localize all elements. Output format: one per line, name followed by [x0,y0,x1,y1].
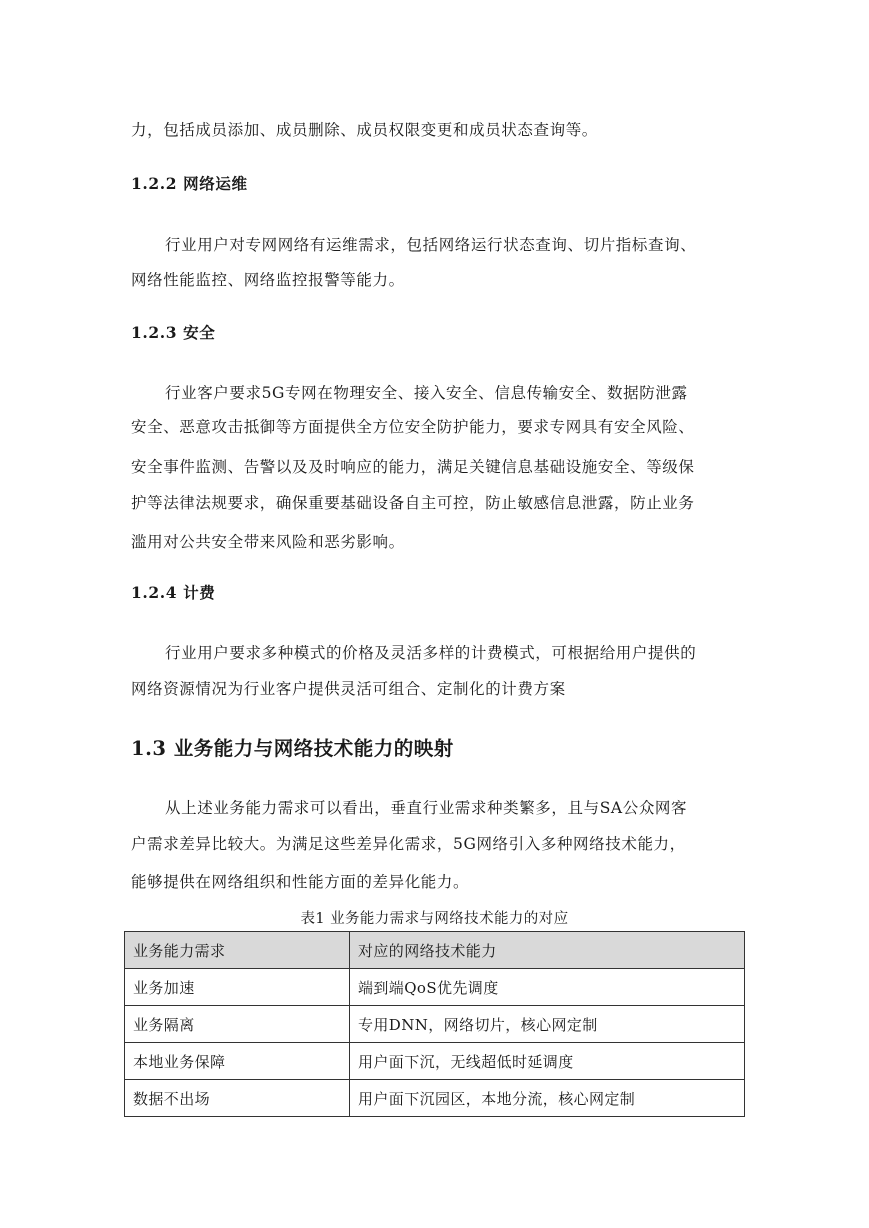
paragraph-line: 户需求差异比较大。为满足这些差异化需求，5G网络引入多种网络技术能力， [131,835,686,853]
paragraph-line: 网络性能监控、网络监控报警等能力。 [131,271,405,289]
section-heading-security: 1.2.3 安全 [131,323,216,342]
section-heading-ops: 1.2.2 网络运维 [131,174,248,193]
table-row [125,969,745,1006]
paragraph-line: 网络资源情况为行业客户提供灵活可组合、定制化的计费方案 [131,680,566,698]
section-heading-mapping: 1.3 业务能力与网络技术能力的映射 [131,737,454,760]
table-cell: 数据不出场 [125,1080,350,1117]
paragraph-line: 行业用户对专网网络有运维需求，包括网络运行状态查询、切片指标查询、 [165,236,697,254]
paragraph-line: 行业客户要求5G专网在物理安全、接入安全、信息传输安全、数据防泄露 [165,384,688,402]
table-row [125,1080,745,1117]
paragraph-line: 安全、恶意攻击抵御等方面提供全方位安全防护能力，要求专网具有安全风险、 [131,418,695,436]
paragraph-line: 行业用户要求多种模式的价格及灵活多样的计费模式，可根据给用户提供的 [165,644,697,662]
table-cell: 用户面下沉，无线超低时延调度 [350,1043,745,1080]
paragraph-line: 力，包括成员添加、成员删除、成员权限变更和成员状态查询等。 [131,121,598,139]
paragraph-line: 安全事件监测、告警以及及时响应的能力，满足关键信息基础设施安全、等级保 [131,458,695,476]
table-header-cell: 对应的网络技术能力 [350,932,745,969]
table-cell: 业务加速 [125,969,350,1006]
table-row [125,1006,745,1043]
table-cell: 端到端QoS优先调度 [350,969,745,1006]
paragraph-line: 能够提供在网络组织和性能方面的差异化能力。 [131,873,470,891]
table-cell: 业务隔离 [125,1006,350,1043]
table-header-row [125,932,745,969]
table-header-cell: 业务能力需求 [125,932,350,969]
paragraph-line: 护等法律法规要求，确保重要基础设备自主可控，防止敏感信息泄露，防止业务 [131,494,695,512]
table-row [125,1043,745,1080]
capability-mapping-table [124,931,745,1117]
paragraph-line: 滥用对公共安全带来风险和恶劣影响。 [131,533,405,551]
table-caption: 表1 业务能力需求与网络技术能力的对应 [300,911,569,927]
table-cell: 本地业务保障 [125,1043,350,1080]
section-heading-billing: 1.2.4 计费 [131,583,216,602]
table-cell: 专用DNN，网络切片，核心网定制 [350,1006,745,1043]
table-cell: 用户面下沉园区，本地分流，核心网定制 [350,1080,745,1117]
paragraph-line: 从上述业务能力需求可以看出，垂直行业需求种类繁多，且与SA公众网客 [165,799,688,817]
